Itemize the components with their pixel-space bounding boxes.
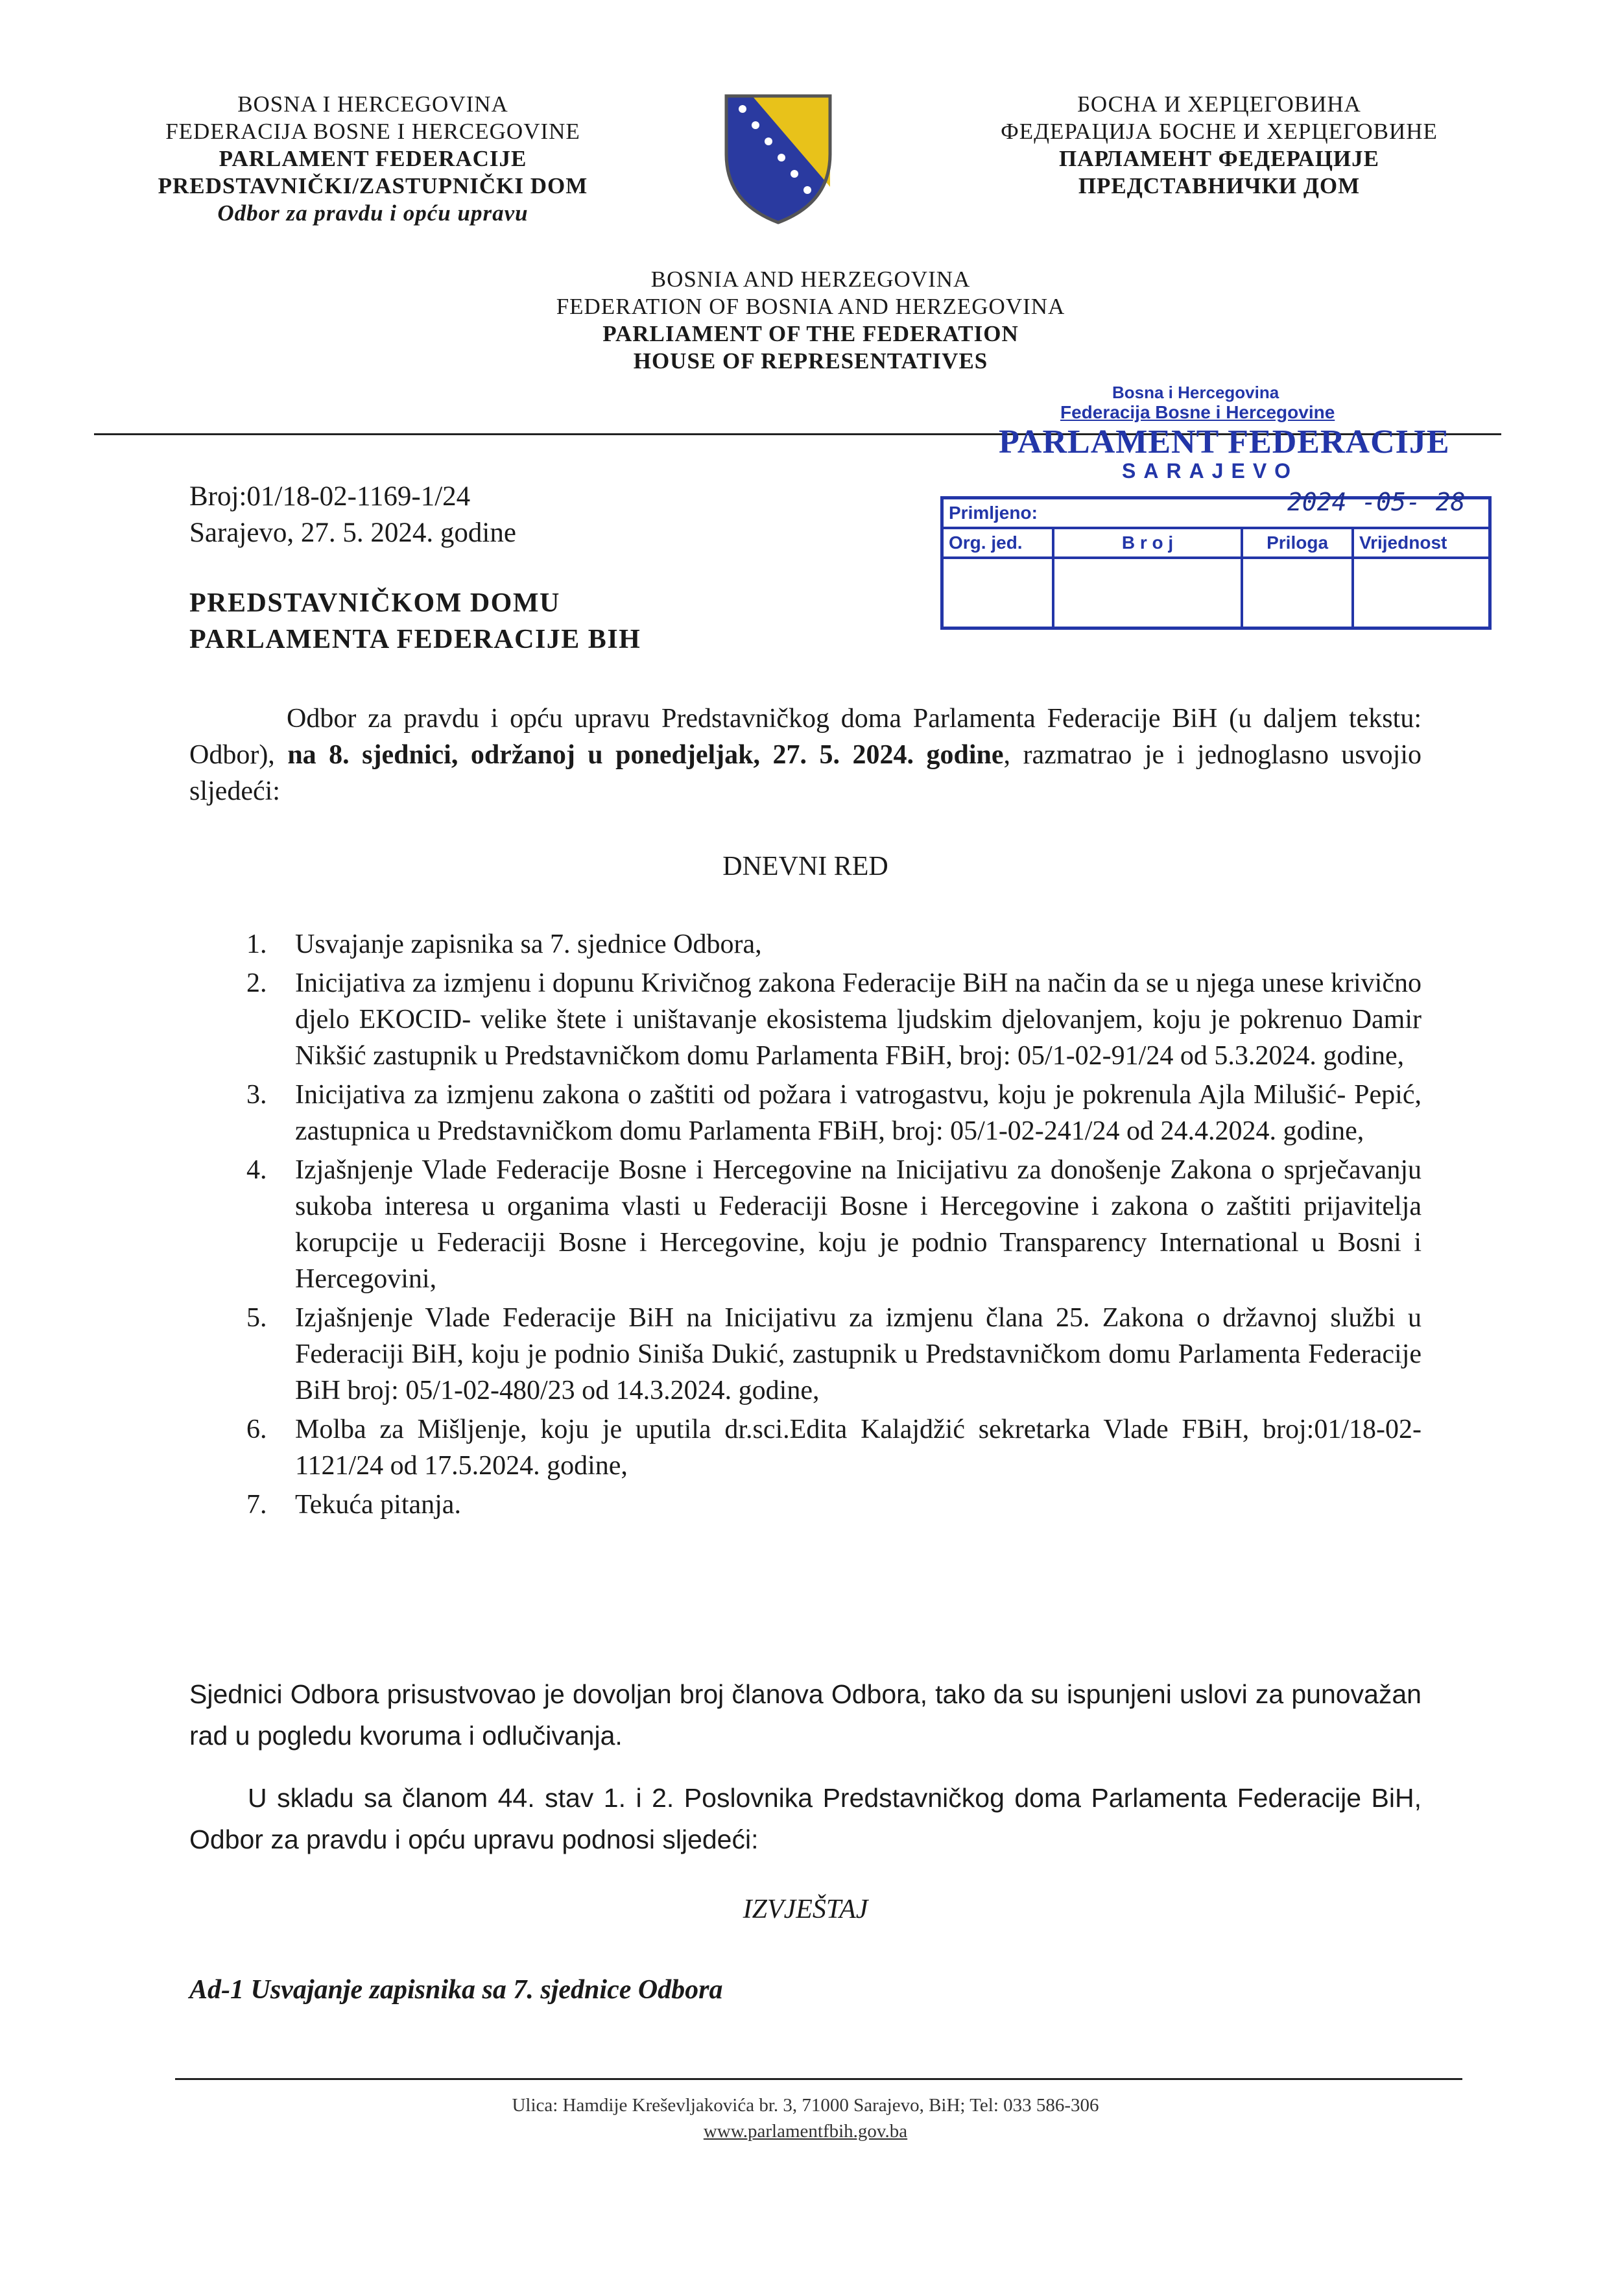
- place-date: Sarajevo, 27. 5. 2024. godine: [189, 518, 516, 548]
- stamp-col-attachments: Priloga: [1242, 528, 1353, 558]
- header-en-entity: FEDERATION OF BOSNIA AND HERZEGOVINA: [556, 294, 1065, 319]
- intro-text-2: , razmatrao je i jednoglasno usvojio sljedeći:: [189, 740, 1422, 806]
- stamp-cell: [942, 558, 1053, 628]
- footer-divider: [175, 2078, 1462, 2080]
- agenda-item: [246, 1077, 1422, 1149]
- agenda-item: [246, 1152, 1422, 1297]
- stamp-city: SARAJEVO: [1122, 459, 1299, 483]
- header-en-house: HOUSE OF REPRESENTATIVES: [633, 348, 988, 374]
- intro-paragraph: [189, 700, 1422, 809]
- header-left-country: BOSNA I HERCEGOVINA: [237, 91, 508, 117]
- agenda-list: [246, 926, 1422, 1525]
- footer-website-link[interactable]: www.parlamentfbih.gov.ba: [703, 2121, 908, 2142]
- agenda-item-text: Usvajanje zapisnika sa 7. sjednice Odbora,: [295, 929, 762, 959]
- header-right-entity: ФЕДЕРАЦИЈА БОСНЕ И ХЕРЦЕГОВИНЕ: [1001, 119, 1438, 144]
- agenda-item: [246, 965, 1422, 1074]
- reference-block: [189, 479, 516, 551]
- agenda-item: [246, 1411, 1422, 1484]
- agenda-item-number: 7.: [246, 1490, 267, 1520]
- agenda-item-text: Tekuća pitanja.: [295, 1490, 461, 1520]
- header-left-entity: FEDERACIJA BOSNE I HERCEGOVINE: [165, 119, 580, 144]
- agenda-item-number: 2.: [246, 968, 267, 998]
- header-left-house: PREDSTAVNIČKI/ZASTUPNIČKI DOM: [158, 173, 588, 198]
- ad1-title: Ad-1 Usvajanje zapisnika sa 7. sjednice Odbora: [189, 1975, 723, 2005]
- stamp-cell: [1053, 558, 1242, 628]
- agenda-title: DNEVNI RED: [722, 852, 888, 881]
- stamp-received-date: 2024 -05- 28: [1287, 488, 1466, 516]
- agenda-item-text: Molba za Mišljenje, koju je uputila dr.sci.Edita Kalajdžić sekretarka Vlade FBiH, broj:01/18-02-1121/24 od 17.5.2024. godine,: [295, 1415, 1422, 1481]
- intro-text-1: Odbor za pravdu i opću upravu Predstavničkog doma Parlamenta Federacije BiH (u daljem tekstu: Odbor),: [189, 704, 1422, 770]
- footer: [189, 2092, 1422, 2144]
- intro-text-bold: na 8. sjednici, održanoj u ponedjeljak, 27. 5. 2024. godine: [287, 740, 1004, 770]
- agenda-item-number: 1.: [246, 929, 267, 959]
- stamp-country: Bosna i Hercegovina: [1112, 383, 1279, 402]
- header-right: [927, 91, 1511, 200]
- coat-of-arms-icon: [720, 90, 837, 226]
- stamp-received-label: Primljeno:: [942, 498, 1490, 529]
- header-left-parliament: PARLAMENT FEDERACIJE: [219, 146, 527, 171]
- stamp-col-value: Vrijednost: [1353, 528, 1490, 558]
- agenda-item-text: Izjašnjenje Vlade Federacije BiH na Inicijativu za izmjenu člana 25. Zakona o državnoj službi u Federaciji BiH, koju je podnio Siniša Dukić, zastupnik u Predstavničkom domu Parlamenta Federacije BiH broj: 05/1-02-480/23 od 14.3.2024. godine,: [295, 1303, 1422, 1405]
- agenda-item-number: 3.: [246, 1080, 267, 1110]
- quorum-paragraph: Sjednici Odbora prisustvovao je dovoljan broj članova Odbora, tako da su ispunjeni uslovi za punovažan rad u pogledu kvoruma i odlučivanja.: [189, 1679, 1422, 1751]
- report-title: IZVJEŠTAJ: [743, 1895, 868, 1924]
- stamp-col-number: B r o j: [1053, 528, 1242, 558]
- received-stamp: [934, 383, 1498, 655]
- footer-address: Ulica: Hamdije Kreševljakovića br. 3, 71000 Sarajevo, BiH; Tel: 033 586-306: [512, 2095, 1099, 2116]
- header-right-country: БОСНА И ХЕРЦЕГОВИНА: [1077, 91, 1361, 117]
- stamp-col-org: Org. jed.: [942, 528, 1053, 558]
- agenda-item: [246, 1487, 1422, 1523]
- agenda-item-text: Izjašnjenje Vlade Federacije Bosne i Hercegovine na Inicijativu za donošenje Zakona o sprječavanju sukoba interesa u organima vlasti u Federaciji Bosne i Hercegovine i zakona o zaštiti prijavitelja korupcije u Federaciji Bosne i Hercegovine, koju je podnio Transparency International u Bosni i Hercegovini,: [295, 1155, 1422, 1294]
- agenda-item-number: 4.: [246, 1155, 267, 1185]
- stamp-cell: [1353, 558, 1490, 628]
- header-left: [97, 91, 648, 227]
- stamp-entity: Federacija Bosne i Hercegovine: [1060, 402, 1335, 422]
- header-left-committee: Odbor za pravdu i opću upravu: [217, 200, 529, 226]
- addressee-line1: PREDSTAVNIČKOM DOMU: [189, 588, 560, 618]
- agenda-item-text: Inicijativa za izmjenu i dopunu Krivičnog zakona Federacije BiH na način da se u njega unese krivično djelo EKOCID- velike štete i uništavanje ekosistema ljudskim djelovanjem, koju je pokrenuo Damir Nikšić zastupnik u Predstavničkom domu Parlamenta FBiH, broj: 05/1-02-91/24 od 5.3.2024. godine,: [295, 968, 1422, 1071]
- stamp-cell: [1242, 558, 1353, 628]
- agenda-item: [246, 926, 1422, 963]
- addressee-line2: PARLAMENTA FEDERACIJE BIH: [189, 625, 641, 654]
- stamp-parliament: PARLAMENT FEDERACIJE: [999, 424, 1450, 460]
- header-right-house: ПРЕДСТАВНИЧКИ ДОМ: [1078, 173, 1361, 198]
- header-en-country: BOSNIA AND HERZEGOVINA: [650, 267, 971, 292]
- agenda-item-number: 6.: [246, 1415, 267, 1444]
- rules-paragraph: U skladu sa članom 44. stav 1. i 2. Poslovnika Predstavničkog doma Parlamenta Federacije BiH, Odbor za pravdu i opću upravu podnosi sljedeći:: [189, 1783, 1422, 1854]
- agenda-item-text: Inicijativa za izmjenu zakona o zaštiti od požara i vatrogastvu, koju je pokrenula Ajla Milušić- Pepić, zastupnica u Predstavničkom domu Parlamenta FBiH, broj: 05/1-02-241/24 od 24.4.2024. godine,: [295, 1080, 1422, 1146]
- agenda-item-number: 5.: [246, 1303, 267, 1333]
- reference-number: Broj:01/18-02-1169-1/24: [189, 481, 471, 512]
- header-english: [389, 266, 1232, 375]
- header-en-parliament: PARLIAMENT OF THE FEDERATION: [602, 321, 1019, 346]
- agenda-item: [246, 1300, 1422, 1409]
- addressee: [189, 585, 641, 658]
- header-right-parliament: ПАРЛАМЕНТ ФЕДЕРАЦИЈЕ: [1059, 146, 1379, 171]
